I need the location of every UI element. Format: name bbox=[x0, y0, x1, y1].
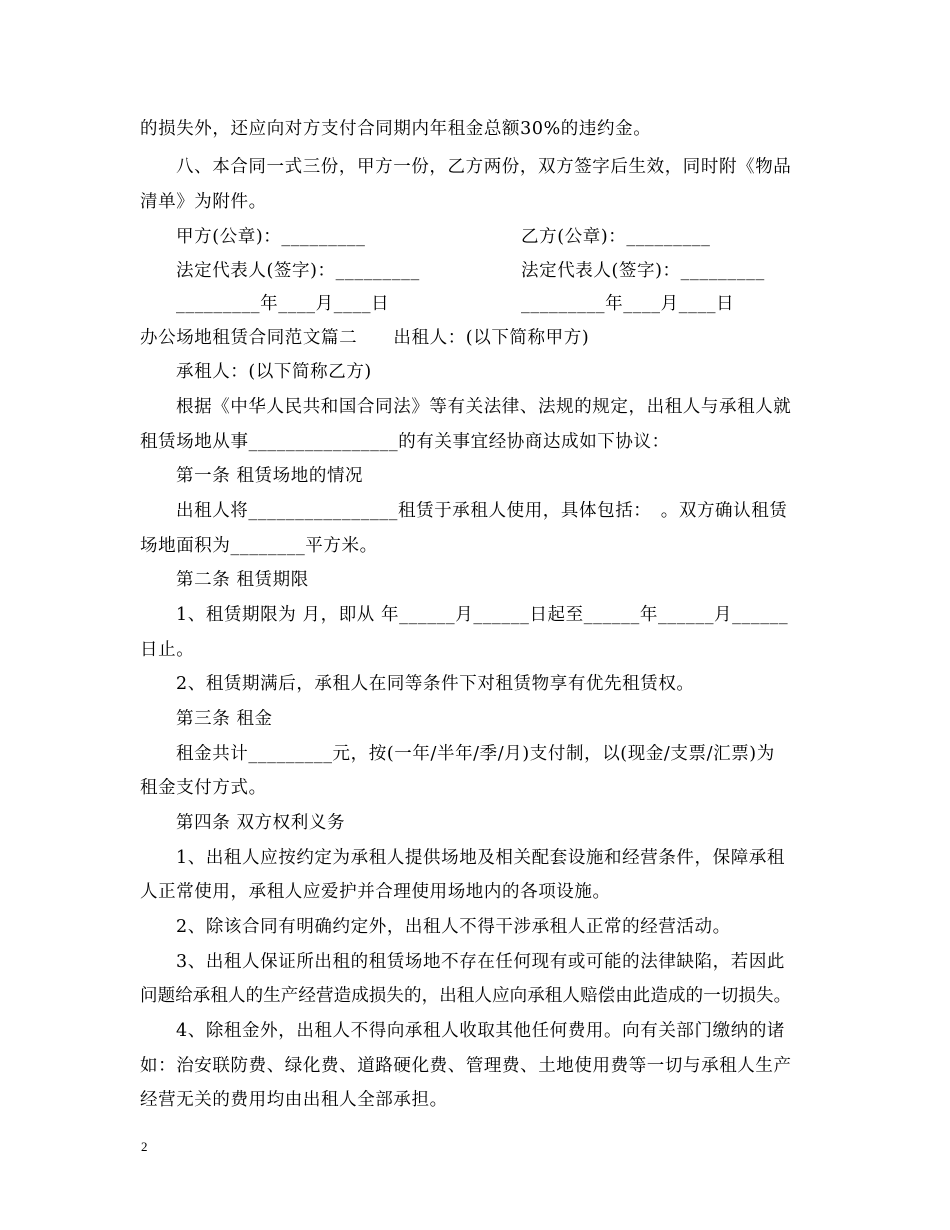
paragraph-line: 租赁场地从事________________的有关事宜经协商达成如下协议： bbox=[140, 432, 670, 452]
article-heading: 第三条 租金 bbox=[176, 709, 273, 729]
paragraph-line: 清单》为附件。 bbox=[140, 192, 267, 212]
paragraph-line: 1、出租人应按约定为承租人提供场地及相关配套设施和经营条件，保障承租 bbox=[176, 848, 786, 868]
paragraph-line: 日止。 bbox=[140, 640, 195, 660]
paragraph-line: 八、本合同一式三份，甲方一份，乙方两份，双方签字后生效，同时附《物品 bbox=[176, 157, 792, 177]
paragraph-line: 经营无关的费用均由出租人全部承担。 bbox=[140, 1090, 448, 1110]
paragraph-line: 场地面积为________平方米。 bbox=[140, 536, 378, 556]
paragraph-line: 2、除该合同有明确约定外，出租人不得干涉承租人正常的经营活动。 bbox=[176, 917, 731, 937]
paragraph-line: 问题给承租人的生产经营造成损失的，出租人应向承租人赔偿由此造成的一切损失。 bbox=[140, 986, 792, 1006]
article-heading: 第一条 租赁场地的情况 bbox=[176, 466, 364, 486]
paragraph-line: 4、除租金外，出租人不得向承租人收取其他任何费用。向有关部门缴纳的诸 bbox=[176, 1021, 786, 1041]
paragraph-line: 人正常使用，承租人应爱护并合理使用场地内的各项设施。 bbox=[140, 882, 611, 902]
signature-party-b: 乙方(公章)：_________ bbox=[521, 227, 711, 247]
signature-party-a: 甲方(公章)：_________ bbox=[176, 227, 366, 247]
signature-date-a: _________年____月____日 bbox=[176, 294, 390, 314]
section-title: 办公场地租赁合同范文篇二 出租人：(以下简称甲方) bbox=[140, 328, 590, 348]
paragraph-line: 1、租赁期限为 月，即从 年______月______日起至______年______月______ bbox=[176, 605, 789, 625]
signature-date-b: _________年____月____日 bbox=[521, 294, 735, 314]
paragraph-line: 如：治安联防费、绿化费、道路硬化费、管理费、土地使用费等一切与承租人生产 bbox=[140, 1056, 792, 1076]
paragraph-line: 出租人将________________租赁于承租人使用，具体包括： 。双方确认租赁 bbox=[176, 501, 788, 521]
paragraph-line: 租金支付方式。 bbox=[140, 778, 267, 798]
paragraph-line: 2、租赁期满后，承租人在同等条件下对租赁物享有优先租赁权。 bbox=[176, 674, 695, 694]
paragraph-line: 的损失外，还应向对方支付合同期内年租金总额30%的违约金。 bbox=[140, 119, 652, 139]
paragraph-line: 承租人：(以下简称乙方) bbox=[176, 362, 372, 382]
paragraph-line: 3、出租人保证所出租的租赁场地不存在任何现有或可能的法律缺陷，若因此 bbox=[176, 952, 786, 972]
article-heading: 第四条 双方权利义务 bbox=[176, 813, 346, 833]
page-number: 2 bbox=[141, 1139, 148, 1154]
paragraph-line: 租金共计_________元，按(一年/半年/季/月)支付制，以(现金/支票/汇票)为 bbox=[176, 744, 775, 764]
signature-rep-a: 法定代表人(签字)：_________ bbox=[176, 261, 420, 281]
signature-rep-b: 法定代表人(签字)：_________ bbox=[521, 261, 765, 281]
article-heading: 第二条 租赁期限 bbox=[176, 570, 309, 590]
paragraph-line: 根据《中华人民共和国合同法》等有关法律、法规的规定，出租人与承租人就 bbox=[176, 397, 792, 417]
